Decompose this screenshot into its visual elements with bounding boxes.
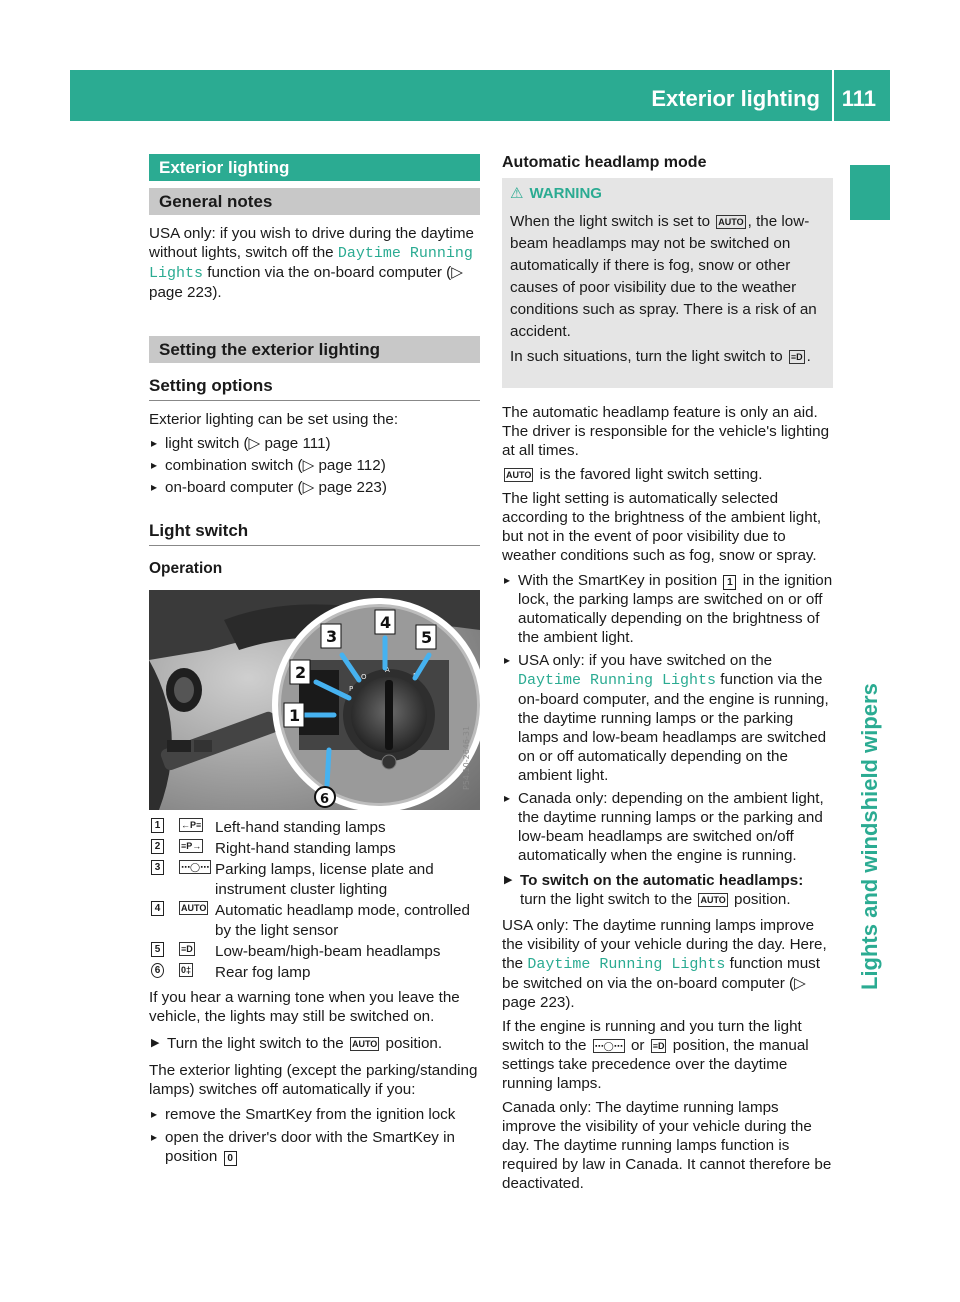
legend-item: 4 AUTO Automatic headlamp mode, controlled by the light sensor	[149, 901, 481, 941]
header-bar	[70, 70, 890, 121]
general-notes-heading: General notes	[149, 188, 480, 215]
low-beam-icon: ≡D	[652, 1041, 665, 1051]
side-tab-marker	[850, 165, 890, 220]
legend-item: 1 ←P≡ Left-hand standing lamps	[149, 818, 481, 838]
svg-text:O: O	[361, 673, 367, 681]
setting-heading: Setting the exterior lighting	[149, 336, 480, 363]
legend-item: 6 0‡ Rear fog lamp	[149, 963, 481, 983]
rear-fog-lamp-icon: 0‡	[181, 965, 192, 975]
auto-headlamp-icon: AUTO	[181, 903, 207, 913]
legend-item: 2 ≡P→ Right-hand standing lamps	[149, 839, 481, 859]
divider	[149, 400, 480, 401]
low-beam-icon: ≡D	[181, 944, 193, 954]
parking-lamps-icon: ⋯◯⋯	[594, 1041, 623, 1051]
page-number: 111	[841, 86, 876, 111]
instruction-step: ▶ Turn the light switch to the AUTO position.	[149, 1034, 481, 1053]
list-item: ▸ on-board computer (▷ page 223)	[149, 478, 481, 497]
low-beam-icon: ≡D	[790, 352, 803, 362]
setting-options-heading: Setting options	[149, 376, 273, 395]
auto-headlamp-heading: Automatic headlamp mode	[502, 154, 707, 171]
list-item: ▸ Canada only: depending on the ambient light, the daytime running lamps or the parking and low-beam headlamps are switched on/off automatically when the engine is running.	[502, 789, 834, 865]
setting-options-list: Exterior lighting can be set using the: ▸ light switch (▷ page 111) ▸ combination switch (▷ page 112) ▸ on-board computer (▷ page 223)	[149, 410, 481, 497]
auto-icon: AUTO	[506, 470, 532, 480]
warning-tone-section: If you hear a warning tone when you leave the vehicle, the lights may still be switched on. ▶ Turn the light switch to the AUTO position. The exterior lighting (except the parking/standing lamps) switches off automatically if you: ▸ remove the SmartKey from the ignition lock ▸ open the driver's door with the SmartKey in position 0	[149, 988, 481, 1166]
list-item: ▸ With the SmartKey in position 1 in the ignition lock, the parking lamps are switched on or off automatically depending on the brightness of the ambient light.	[502, 571, 834, 647]
key-position-badge: 1	[723, 575, 736, 590]
light-switch-heading: Light switch	[149, 521, 249, 540]
divider	[149, 545, 480, 546]
header-section-title: Exterior lighting	[651, 86, 820, 111]
svg-text:A: A	[385, 666, 390, 674]
svg-text:P: P	[349, 685, 354, 693]
list-item: ▸ light switch (▷ page 111)	[149, 434, 481, 453]
callout-1: 1	[289, 706, 301, 725]
auto-icon: AUTO	[718, 217, 744, 227]
legend-item: 5 ≡D Low-beam/high-beam headlamps	[149, 942, 481, 962]
auto-icon: AUTO	[351, 1039, 378, 1049]
list-item: ▸ USA only: if you have switched on the Daytime Running Lights function via the on-board computer, and the engine is running, the daytime running lamps or the parking lamps and low-beam headlamps are switched on or off automatically depending on the ambient light.	[502, 651, 834, 785]
auto-headlamp-body: The automatic headlamp feature is only an aid. The driver is responsible for the vehicle's lighting at all times. AUTO is the favored light switch setting. The light setting is automatically selected according to the brightness of the ambient light, but not in the event of poor visibility due to weather conditions such as fog, snow or spray. ▸ With the SmartKey in position 1 in the ignition lock, the parking lamps are switched on or off automatically depending on the brightness of the ambient light. ▸ USA only: if you have switched on the Daytime Running Lights function via the on-board computer, and the engine is running, the daytime running lamps or the parking lamps and low-beam headlamps are switched on or off automatically depending on the ambient light. ▸ Canada only: depending on the ambient light, the daytime running lamps or the parking and low-beam headlamps are switched on/off automatically when the engine is running. ▶ To switch on the automatic headlamps: turn the light switch to the AUTO position. USA only: The daytime running lamps improve the visibility of your vehicle during the day. Here, the Daytime Running Lights function must be switched on via the on-board computer (▷ page 223). If the engine is running and you turn the light switch to the ⋯◯⋯ or ≡D position, the manual settings take precedence over the daytime running lamps. Canada only: The daytime running lamps improve the visibility of your vehicle during the day. The daytime running lamps function is required by law in Canada. It cannot therefore be deactivated.	[502, 403, 834, 1193]
main-heading: Exterior lighting	[149, 154, 480, 181]
light-switch-figure	[149, 590, 480, 810]
right-standing-lamps-icon: ≡P→	[181, 841, 202, 851]
list-item: ▸ open the driver's door with the SmartKey in position 0	[149, 1128, 481, 1166]
callout-2: 2	[295, 663, 307, 682]
left-standing-lamps-icon: ←P≡	[181, 820, 202, 830]
daytime-running-lights-link[interactable]: Daytime Running Lights	[149, 245, 473, 282]
list-item: ▸ remove the SmartKey from the ignition lock	[149, 1105, 481, 1124]
warning-icon: ⚠	[510, 185, 524, 202]
figure-code: P54.10-2646-31	[462, 725, 471, 790]
callout-3: 3	[326, 627, 338, 646]
header-divider	[832, 70, 834, 121]
operation-heading: Operation	[149, 560, 223, 577]
legend-item: 3 ⋯◯⋯ Parking lamps, license plate and instrument cluster lighting	[149, 860, 481, 900]
daytime-running-lights-link[interactable]: Daytime Running Lights	[518, 672, 717, 689]
side-tab-label: Lights and windshield wipers	[857, 683, 882, 990]
callout-4: 4	[380, 613, 392, 632]
instruction-step: ▶ To switch on the automatic headlamps: turn the light switch to the AUTO position.	[502, 871, 834, 909]
callout-6: 6	[320, 792, 330, 807]
auto-icon: AUTO	[700, 895, 726, 905]
parking-lamps-icon: ⋯◯⋯	[181, 862, 210, 872]
general-notes-text: USA only: if you wish to drive during the daytime without lights, switch off the Daytime Running Lights function via the on-board computer (▷ page 223).	[149, 225, 475, 301]
list-item: ▸ combination switch (▷ page 112)	[149, 456, 481, 475]
figure-legend	[149, 818, 481, 983]
warning-content: ⚠ WARNING When the light switch is set to AUTO , the low-beam headlamps may not be switched on automatically if there is fog, snow or other causes of poor visibility due to the weather conditions such as spray. There is a risk of an accident. In such situations, turn the light switch to ≡D .	[510, 184, 828, 368]
warning-title: ⚠ WARNING	[510, 185, 602, 202]
key-position-badge: 0	[224, 1151, 237, 1166]
callout-5: 5	[421, 628, 433, 647]
daytime-running-lights-link[interactable]: Daytime Running Lights	[527, 956, 726, 973]
